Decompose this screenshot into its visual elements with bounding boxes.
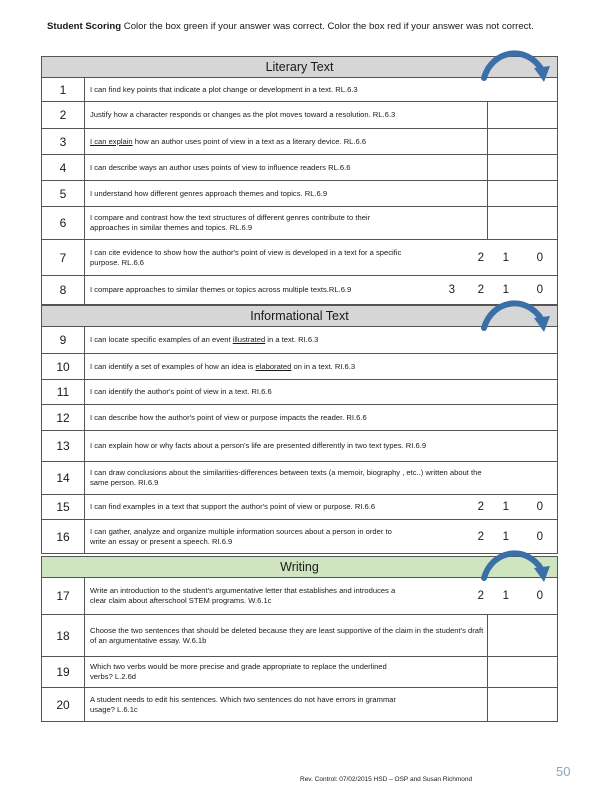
row-number: 9 bbox=[42, 327, 85, 353]
score-1: 1 bbox=[502, 590, 509, 602]
row-text: I can cite evidence to show how the author's point of view is developed in a text for a specific purpose. RL.6.6 bbox=[90, 247, 402, 267]
score-2: 2 bbox=[477, 251, 484, 264]
color-box[interactable] bbox=[487, 657, 557, 687]
row-text: I can explain how or why facts about a person's life are presented differently in two text types. RI.6.9 bbox=[90, 441, 427, 450]
instructions bbox=[47, 20, 567, 34]
color-box[interactable] bbox=[487, 155, 557, 180]
row-text bbox=[90, 354, 407, 379]
score-1: 1 bbox=[502, 530, 509, 543]
color-box[interactable] bbox=[487, 688, 557, 721]
informational-section-header: Informational Text bbox=[41, 305, 558, 327]
row-number: 3 bbox=[42, 129, 85, 154]
row-text-a: I can locate specific examples of an event bbox=[90, 335, 233, 344]
row-number: 18 bbox=[42, 615, 85, 656]
underlined-word: illustrated bbox=[232, 335, 266, 344]
color-box[interactable] bbox=[487, 207, 557, 239]
table-row bbox=[41, 495, 558, 520]
row-text: Which two verbs would be more precise and grade appropriate to replace the underlined verbs? L.2.6d bbox=[90, 662, 387, 681]
row-number: 12 bbox=[42, 405, 85, 430]
color-box[interactable] bbox=[487, 615, 557, 656]
row-text: I can find key points that indicate a plot change or development in a text. RL.6.3 bbox=[90, 84, 358, 94]
row-text: I compare and contrast how the text structures of different genres contribute to their approaches in similar themes and topics. RL.6.9 bbox=[90, 213, 371, 232]
page-number: 50 bbox=[556, 764, 571, 779]
score-0: 0 bbox=[536, 501, 543, 513]
score-0: 0 bbox=[536, 590, 543, 602]
score-0: 0 bbox=[536, 251, 543, 264]
score-1: 1 bbox=[502, 501, 509, 513]
table-row bbox=[41, 102, 558, 129]
score-3: 3 bbox=[448, 284, 455, 296]
row-number: 20 bbox=[42, 688, 85, 721]
curved-arrow-icon bbox=[478, 296, 554, 336]
row-number: 6 bbox=[42, 207, 85, 239]
row-text: I can gather, analyze and organize multiple information sources about a person in order to write an essay or present a speech. RI.6.9 bbox=[90, 526, 392, 546]
table-row bbox=[41, 380, 558, 405]
table-row bbox=[41, 240, 558, 276]
score-2: 2 bbox=[477, 284, 484, 296]
row-text-rest: how an author uses point of view in a text as a literary device. RL.6.6 bbox=[132, 136, 367, 146]
row-number: 1 bbox=[42, 78, 85, 101]
footer-revision: Rev. Control: 07/02/2015 HSD – OSP and Susan Richmond bbox=[300, 776, 473, 783]
row-text: Write an introduction to the student's argumentative letter that establishes and introduces a clear claim about afterschool STEM programs. W.6.1c bbox=[90, 586, 396, 605]
row-text: Justify how a character responds or changes as the plot moves toward a resolution. RL.6.3 bbox=[90, 110, 396, 119]
curved-arrow-icon bbox=[478, 546, 554, 586]
row-text: I can describe ways an author uses points of view to influence readers RL.6.6 bbox=[90, 162, 351, 172]
score-0: 0 bbox=[536, 284, 543, 296]
table-row bbox=[41, 462, 558, 495]
color-box[interactable] bbox=[487, 181, 557, 206]
row-text: I understand how different genres approach themes and topics. RL.6.9 bbox=[90, 188, 328, 198]
color-box[interactable] bbox=[487, 102, 557, 128]
row-number: 13 bbox=[42, 431, 85, 461]
row-text: I can identify the author's point of view in a text. RI.6.6 bbox=[90, 387, 272, 396]
row-text bbox=[90, 129, 407, 154]
row-text-b: on in a text. RI.6.3 bbox=[291, 361, 356, 371]
table-row bbox=[41, 181, 558, 207]
underlined-word: elaborated bbox=[255, 361, 292, 371]
row-number: 16 bbox=[42, 520, 85, 553]
row-number: 7 bbox=[42, 240, 85, 275]
table-row bbox=[41, 657, 558, 688]
row-text: I can find examples in a text that support the author's point of view or purpose. RI.6.6 bbox=[90, 502, 376, 511]
writing-section-header: Writing bbox=[41, 556, 558, 578]
table-row bbox=[41, 155, 558, 181]
literary-section-header: Literary Text bbox=[41, 56, 558, 78]
score-2: 2 bbox=[477, 590, 484, 602]
score-2: 2 bbox=[477, 530, 484, 543]
row-number: 11 bbox=[42, 380, 85, 404]
row-number: 4 bbox=[42, 155, 85, 180]
table-row bbox=[41, 405, 558, 431]
row-text: I can draw conclusions about the similarities-differences between texts (a memoir, biography , etc..) written about the same person. RI.6.9 bbox=[90, 468, 482, 487]
score-0: 0 bbox=[536, 530, 543, 543]
row-text: A student needs to edit his sentences. Which two sentences do not have errors in grammar usage? L.6.1c bbox=[90, 694, 397, 714]
row-number: 15 bbox=[42, 495, 85, 519]
score-1: 1 bbox=[502, 251, 509, 264]
score-1: 1 bbox=[502, 284, 509, 296]
row-number: 8 bbox=[42, 276, 85, 304]
table-row bbox=[41, 615, 558, 657]
row-number: 10 bbox=[42, 354, 85, 379]
color-box[interactable] bbox=[487, 129, 557, 154]
score-2: 2 bbox=[477, 501, 484, 513]
table-row bbox=[41, 129, 558, 155]
table-row bbox=[41, 431, 558, 462]
table-row bbox=[41, 688, 558, 722]
row-text bbox=[90, 327, 407, 353]
row-text: I compare approaches to similar themes or topics across multiple texts.RL.6.9 bbox=[90, 285, 352, 294]
row-text-a: I can identify a set of examples of how an idea is bbox=[90, 361, 256, 371]
instructions-label: Student Scoring bbox=[47, 21, 122, 32]
instructions-text: Color the box green if your answer was correct. Color the box red if your answer was not correct. bbox=[121, 21, 534, 32]
curved-arrow-icon bbox=[478, 46, 554, 86]
row-number: 17 bbox=[42, 578, 85, 614]
row-number: 14 bbox=[42, 462, 85, 494]
row-number: 5 bbox=[42, 181, 85, 206]
row-text: Choose the two sentences that should be deleted because they are least supportive of the claim in the student's draft of an argumentative essay. W.6.1b bbox=[90, 625, 484, 645]
underlined-phrase: I can explain bbox=[90, 136, 133, 146]
row-number: 19 bbox=[42, 657, 85, 687]
row-text: I can describe how the author's point of view or purpose impacts the reader. RI.6.6 bbox=[90, 412, 367, 422]
table-row bbox=[41, 354, 558, 380]
row-text-b: in a text. RI.6.3 bbox=[265, 335, 319, 344]
table-row bbox=[41, 207, 558, 240]
row-number: 2 bbox=[42, 102, 85, 128]
